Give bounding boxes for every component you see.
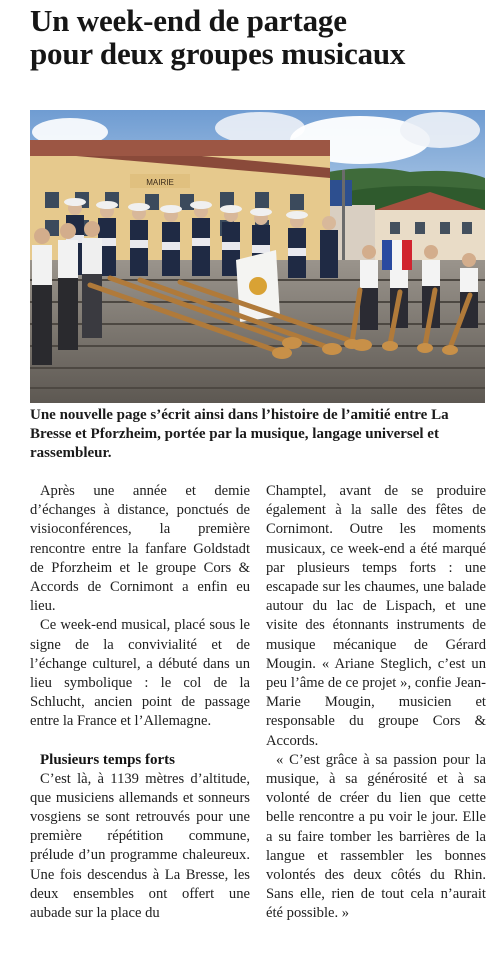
article-photo xyxy=(30,110,485,403)
article-paragraph: Après une année et demie d’échanges à distance, ponctués de visioconférences, la première rencontre entre la fanfare Goldstadt de Pforzheim et le groupe Cors & Accords de Cornimont a enfin eu lieu. xyxy=(30,483,250,615)
article-paragraph: Ce week-end musical, placé sous le signe de la convivialité et de l’échange culturel, a débuté dans un lieu symbolique : le col de la Schlucht, ancien point de passage entre la France et l’Allemagne. xyxy=(30,617,250,730)
headline-line-1: Un week-end de partage xyxy=(30,3,347,38)
photo-scene xyxy=(30,110,485,403)
photo-caption: Une nouvelle page s’écrit ainsi dans l’histoire de l’amitié entre La Bresse et Pforzheim, portée par la musique, langage universel et rassembleur. xyxy=(30,407,449,461)
headline-line-2: pour deux groupes musicaux xyxy=(30,36,406,71)
article-headline xyxy=(30,4,490,70)
article-paragraph: « C’est grâce à sa passion pour la musique, à sa générosité et à sa volonté de créer du lien que cette belle rencontre a pu voir le jour. Elle a su faire tomber les barrières de la langue et rassembler les bonnes volontés des deux côtés du Rhin. Sans elle, rien de tout cela n’aurait été possible. » xyxy=(266,751,486,922)
photo-sign: MAIRIE xyxy=(146,178,174,187)
article-column-left xyxy=(30,482,250,923)
article-paragraph: Champtel, avant de se produire également à la salle des fêtes de Cornimont. Outre les moments musicaux, ce week-end a été marqué par plusieurs temps forts : une escapade sur les chaumes, une balade autour du lac de Lispach, et une visite des étonnants instruments de musique mécanique de Gérard Mougin. « Ariane Steglich, c’est un peu l’âme de ce projet », confie Jean-Marie Mougin, musicien et responsable du groupe Cors & Accords. xyxy=(266,483,486,749)
article-subheading: Plusieurs temps forts xyxy=(40,751,175,768)
article-column-right xyxy=(266,482,486,924)
article-paragraph: C’est là, à 1139 mètres d’altitude, que musiciens allemands et sonneurs vosgiens se sont retrouvés pour une première répétition commune, prélude d’un programme chaleureux. Une fois descendus à La Bresse, les deux ensembles ont offert une aubade sur la place du xyxy=(30,770,250,922)
